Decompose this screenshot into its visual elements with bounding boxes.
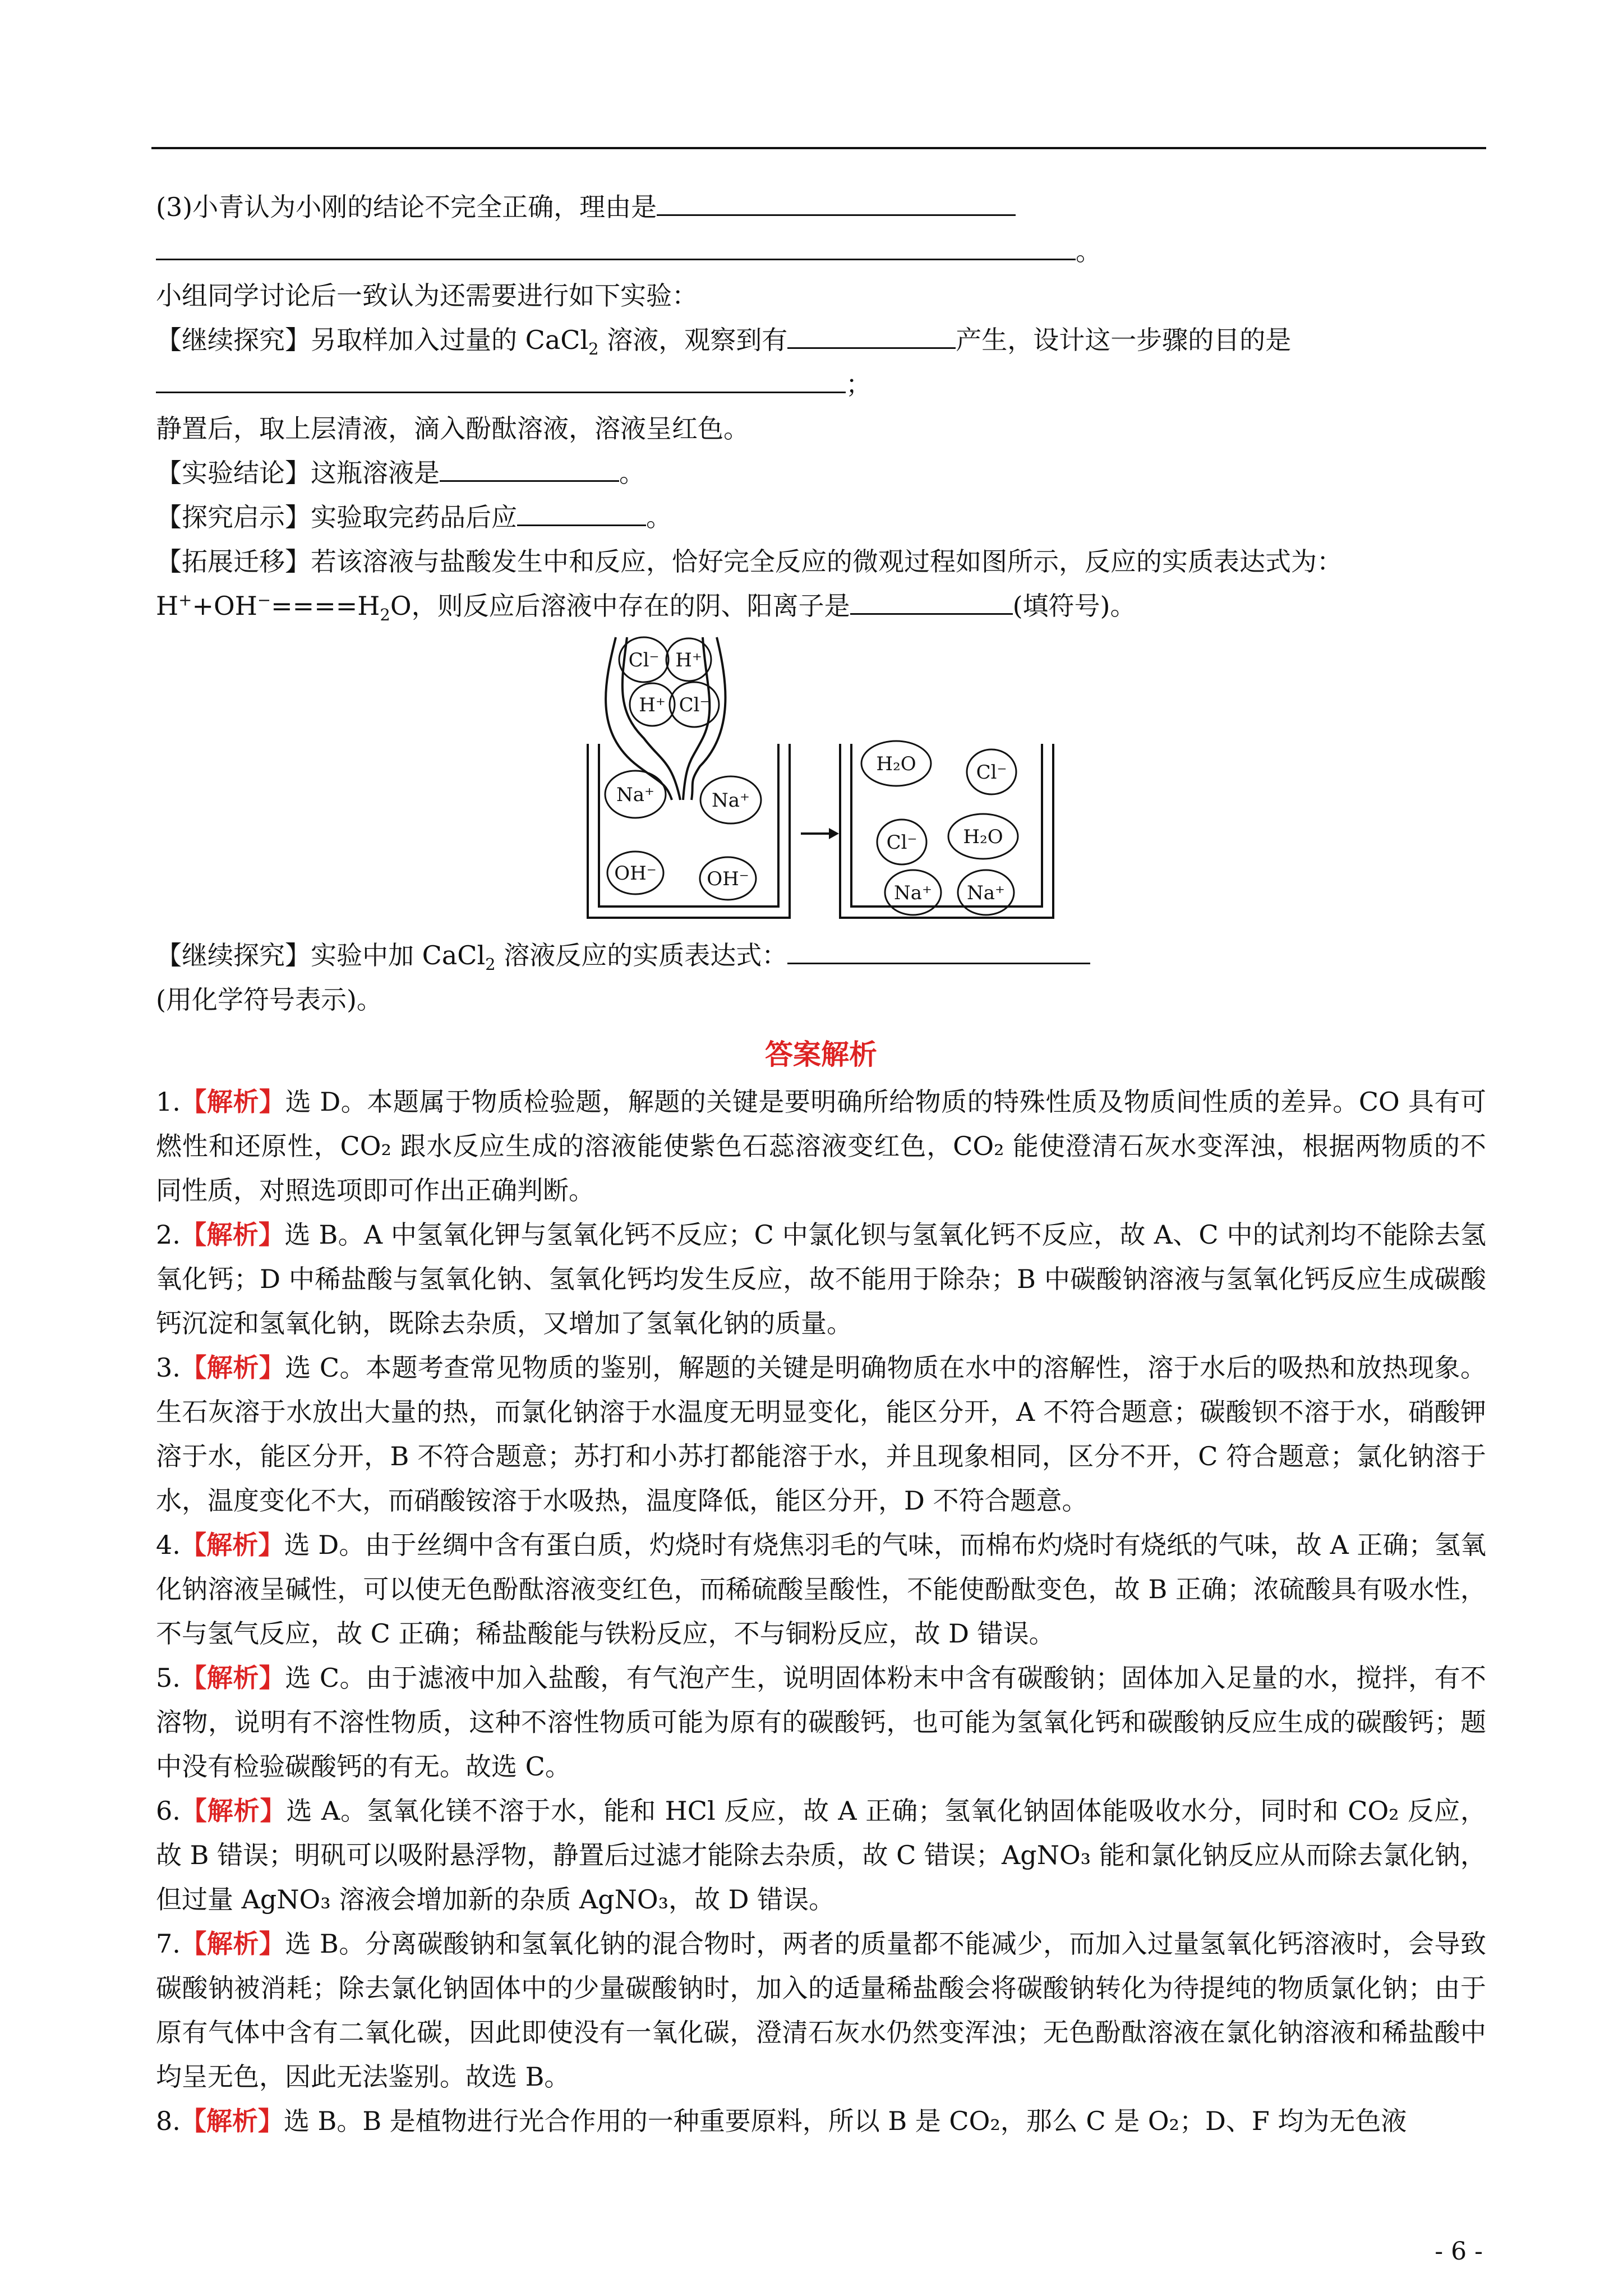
- answer-text: 选 D。本题属于物质检验题，解题的关键是要明确所给物质的特殊性质及物质间性质的差异。CO 具有可燃性和还原性，CO₂ 跟水反应生成的溶液能使紫色石蕊溶液变红色，CO₂ 能使澄清石灰水变浑浊，根据两物质的不同性质，对照选项即可作出正确判断。: [156, 1087, 1486, 1205]
- answer-item: [156, 2099, 1486, 2143]
- ion-label: Cl⁻: [628, 649, 660, 671]
- answer-text: 选 B。分离碳酸钠和氢氧化钠的混合物时，两者的质量都不能减少，而加入过量氢氧化钙溶液时，会导致碳酸钠被消耗；除去氯化钠固体中的少量碳酸钠时，加入的适量稀盐酸会将碳酸钠转化为待提纯的物质氯化钠；由于原有气体中含有二氧化碳，因此即使没有一氧化碳，澄清石灰水仍然变浑浊；无色酚酞溶液在氯化钠溶液和稀盐酸中均呈无色，因此无法鉴别。故选 B。: [156, 1929, 1487, 2092]
- answer-number: 1.: [156, 1087, 181, 1117]
- ion-label: OH⁻: [614, 862, 657, 885]
- continue-explore-2-note: (用化学符号表示)。: [156, 984, 382, 1015]
- page-content: [156, 185, 1486, 2143]
- answer-text: 选 B。A 中氢氧化钾与氢氧化钙不反应；C 中氯化钡与氢氧化钙不反应，故 A、C 中的试剂均不能除去氢氧化钙；D 中稀盐酸与氢氧化钠、氢氧化钙均发生反应，故不能用于除杂；B 中碳酸钠溶液与氢氧化钙反应生成碳酸钙沉淀和氢氧化钠，既除去杂质，又增加了氢氧化钠的质量。: [156, 1220, 1487, 1338]
- group-discussion-text: 小组同学讨论后一致认为还需要进行如下实验：: [156, 280, 698, 311]
- question-3-text: (3)小青认为小刚的结论不完全正确，理由是: [156, 192, 657, 222]
- answer-blank[interactable]: [440, 451, 619, 482]
- answer-number: 3.: [156, 1352, 181, 1383]
- answer-item: [156, 1523, 1486, 1656]
- answer-text: 选 C。由于滤液中加入盐酸，有气泡产生，说明固体粉末中含有碳酸钠；固体加入足量的水，搅拌，有不溶物，说明有不溶性物质，这种不溶性物质可能为原有的碳酸钙，也可能为氢氧化钙和碳酸钠反应生成的碳酸钙；题中没有检验碳酸钙的有无。故选 C。: [156, 1663, 1487, 1782]
- answer-text: 选 B。B 是植物进行光合作用的一种重要原料，所以 B 是 CO₂，那么 C 是 O₂；D、F 均为无色液: [283, 2106, 1407, 2136]
- extend-transfer-line: 【拓展迁移】若该溶液与盐酸发生中和反应，恰好完全反应的微观过程如图所示，反应的实质表达式为：: [156, 546, 1343, 577]
- analysis-tag: 【解析】: [180, 1530, 284, 1560]
- experiment-conclusion-line: 【实验结论】这瓶溶液是 。: [156, 451, 1486, 495]
- ion-label: Cl⁻: [886, 831, 917, 854]
- analysis-tag: 【解析】: [180, 1796, 287, 1826]
- answer-item: [156, 1213, 1486, 1346]
- analysis-tag: 【解析】: [180, 1663, 285, 1693]
- analysis-tag: 【解析】: [180, 2106, 284, 2136]
- answer-item: [156, 1346, 1486, 1523]
- answer-item: [156, 1080, 1486, 1213]
- answer-blank[interactable]: [517, 495, 646, 526]
- answer-blank[interactable]: [850, 584, 1013, 615]
- answer-item: [156, 1789, 1486, 1922]
- answers-title: 答案解析: [765, 1038, 877, 1071]
- answer-number: 5.: [156, 1663, 181, 1693]
- arrow-head-icon: [829, 828, 839, 839]
- answer-blank[interactable]: [657, 185, 1016, 216]
- ion-label: Na⁺: [894, 882, 932, 904]
- answer-number: 2.: [156, 1220, 181, 1250]
- question-3-line-2: 。: [156, 229, 1486, 274]
- analysis-tag: 【解析】: [180, 1929, 285, 1959]
- answer-number: 8.: [156, 2106, 181, 2136]
- left-beaker-outer: [588, 744, 790, 918]
- answer-item: [156, 1656, 1486, 1789]
- neutralization-diagram: [156, 632, 1486, 929]
- right-beaker-outer: [840, 744, 1053, 918]
- answer-blank[interactable]: [787, 933, 1090, 964]
- ion-label: Cl⁻: [976, 761, 1007, 784]
- analysis-tag: 【解析】: [180, 1220, 285, 1250]
- ion-label: Na⁺: [616, 784, 654, 806]
- ion-label: OH⁻: [707, 868, 749, 890]
- ion-label: H⁺: [675, 649, 702, 671]
- neutralization-diagram-svg: [582, 632, 1064, 923]
- continue-explore-2-line: 【继续探究】实验中加 CaCl$_2$ 溶液反应的实质表达式：: [156, 933, 1486, 978]
- ion-label: Na⁺: [967, 882, 1005, 904]
- insight-line: 【探究启示】实验取完药品后应 。: [156, 495, 1486, 540]
- static-observation-text: 静置后，取上层清液，滴入酚酞溶液，溶液呈红色。: [156, 413, 749, 444]
- ion-label: H₂O: [963, 826, 1003, 848]
- ion-label: H₂O: [876, 753, 916, 775]
- ion-label: H⁺: [639, 694, 666, 716]
- answer-number: 7.: [156, 1929, 181, 1959]
- page-number: - 6 -: [1435, 2237, 1483, 2266]
- answer-number: 6.: [156, 1796, 181, 1826]
- answer-text: 选 A。氢氧化镁不溶于水，能和 HCl 反应，故 A 正确；氢氧化钠固体能吸收水分，同时和 CO₂ 反应，故 B 错误；明矾可以吸附悬浮物，静置后过滤才能除去杂质，故 C 错误；AgNO₃ 能和氯化钠反应从而除去氯化钠，但过量 AgNO₃ 溶液会增加新的杂质 AgNO₃，故 D 错误。: [156, 1796, 1486, 1915]
- header-rule: [151, 147, 1486, 149]
- answer-text: 选 D。由于丝绸中含有蛋白质，灼烧时有烧焦羽毛的气味，而棉布灼烧时有烧纸的气味，故 A 正确；氢氧化钠溶液呈碱性，可以使无色酚酞溶液变红色，而稀硫酸呈酸性，不能使酚酞变色，故 B 正确；浓硫酸具有吸水性，不与氢气反应，故 C 正确；稀盐酸能与铁粉反应，不与铜粉反应，故 D 错误。: [156, 1530, 1487, 1649]
- ion-label: Na⁺: [712, 789, 750, 812]
- answer-list: [156, 1080, 1486, 2143]
- extend-transfer-line-2: $H^++OH^-====H_2O$，则反应后溶液中存在的阴、阳离子是 (填符号)。: [156, 584, 1486, 628]
- ion-label: Cl⁻: [679, 694, 710, 716]
- answer-blank[interactable]: [156, 362, 846, 393]
- continue-explore-line: 【继续探究】另取样加入过量的 CaCl$_2$ 溶液，观察到有 产生，设计这一步骤的目的是: [156, 318, 1486, 362]
- answer-item: [156, 1922, 1486, 2099]
- answer-number: 4.: [156, 1530, 181, 1560]
- answer-blank[interactable]: [787, 318, 956, 349]
- answer-blank[interactable]: [156, 229, 1076, 260]
- answer-text: 选 C。本题考查常见物质的鉴别，解题的关键是明确物质在水中的溶解性，溶于水后的吸热和放热现象。生石灰溶于水放出大量的热，而氯化钠溶于水温度无明显变化，能区分开，A 不符合题意；碳酸钡不溶于水，硝酸钾溶于水，能区分开，B 不符合题意；苏打和小苏打都能溶于水，并且现象相同，区分不开，C 符合题意；氯化钠溶于水，温度变化不大，而硝酸铵溶于水吸热，温度降低，能区分开，D 不符合题意。: [156, 1352, 1487, 1516]
- question-3-line: [156, 185, 1486, 229]
- analysis-tag: 【解析】: [180, 1087, 285, 1117]
- analysis-tag: 【解析】: [180, 1352, 285, 1383]
- continue-explore-line-2: ；: [156, 362, 1486, 407]
